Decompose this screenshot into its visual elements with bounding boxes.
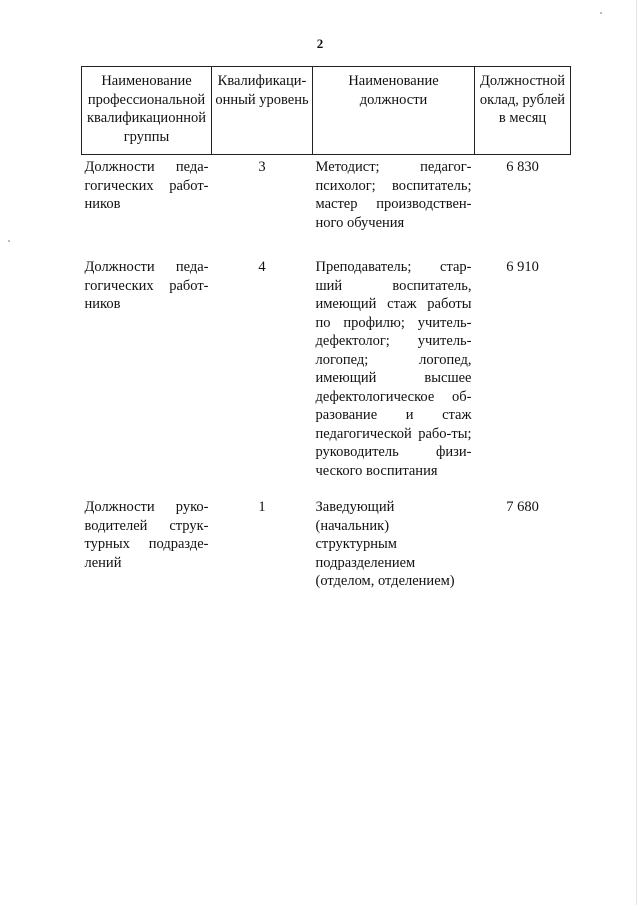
header-position-name: Наименование должности <box>313 67 475 155</box>
header-salary: Должностной оклад, рублей в месяц <box>475 67 571 155</box>
cell-position: Заведующий (начальник) структурным подразделением (отделом, отделением) <box>315 499 455 589</box>
scan-speck <box>600 12 602 14</box>
cell-level: 1 <box>258 499 266 515</box>
scan-edge-line <box>636 0 637 905</box>
cell-group: Должности педа-гогических работ-ников <box>84 159 209 212</box>
page-number: 2 <box>316 36 324 51</box>
header-qualification-level: Квалификаци-онный уровень <box>212 67 313 155</box>
cell-salary: 6 910 <box>506 259 539 275</box>
salary-table <box>81 66 571 598</box>
cell-position: Преподаватель; стар-ший воспитатель, имеющий стаж работы по профилю; учитель-дефектолог; учитель-логопед; логопед, имеющий высшее дефектологическое об-разование и стаж педагогической рабо-ты; руководитель физи-ческого воспитания <box>315 259 472 479</box>
cell-salary: 6 830 <box>506 159 539 175</box>
table-header-row <box>82 67 571 155</box>
cell-salary: 7 680 <box>506 499 539 515</box>
cell-group: Должности руко-водителей струк-турных подразде-лений <box>84 499 209 571</box>
table-row <box>82 155 571 256</box>
scan-speck <box>8 240 10 242</box>
cell-position: Методист; педагог-психолог; воспитатель; мастер производствен-ного обучения <box>315 159 472 231</box>
table-row <box>82 255 571 495</box>
cell-level: 3 <box>258 159 266 175</box>
header-qualification-group: Наименование профессиональной квалификационной группы <box>82 67 212 155</box>
cell-group: Должности педа-гогических работ-ников <box>84 259 209 312</box>
table-row <box>82 495 571 598</box>
cell-level: 4 <box>258 259 266 275</box>
